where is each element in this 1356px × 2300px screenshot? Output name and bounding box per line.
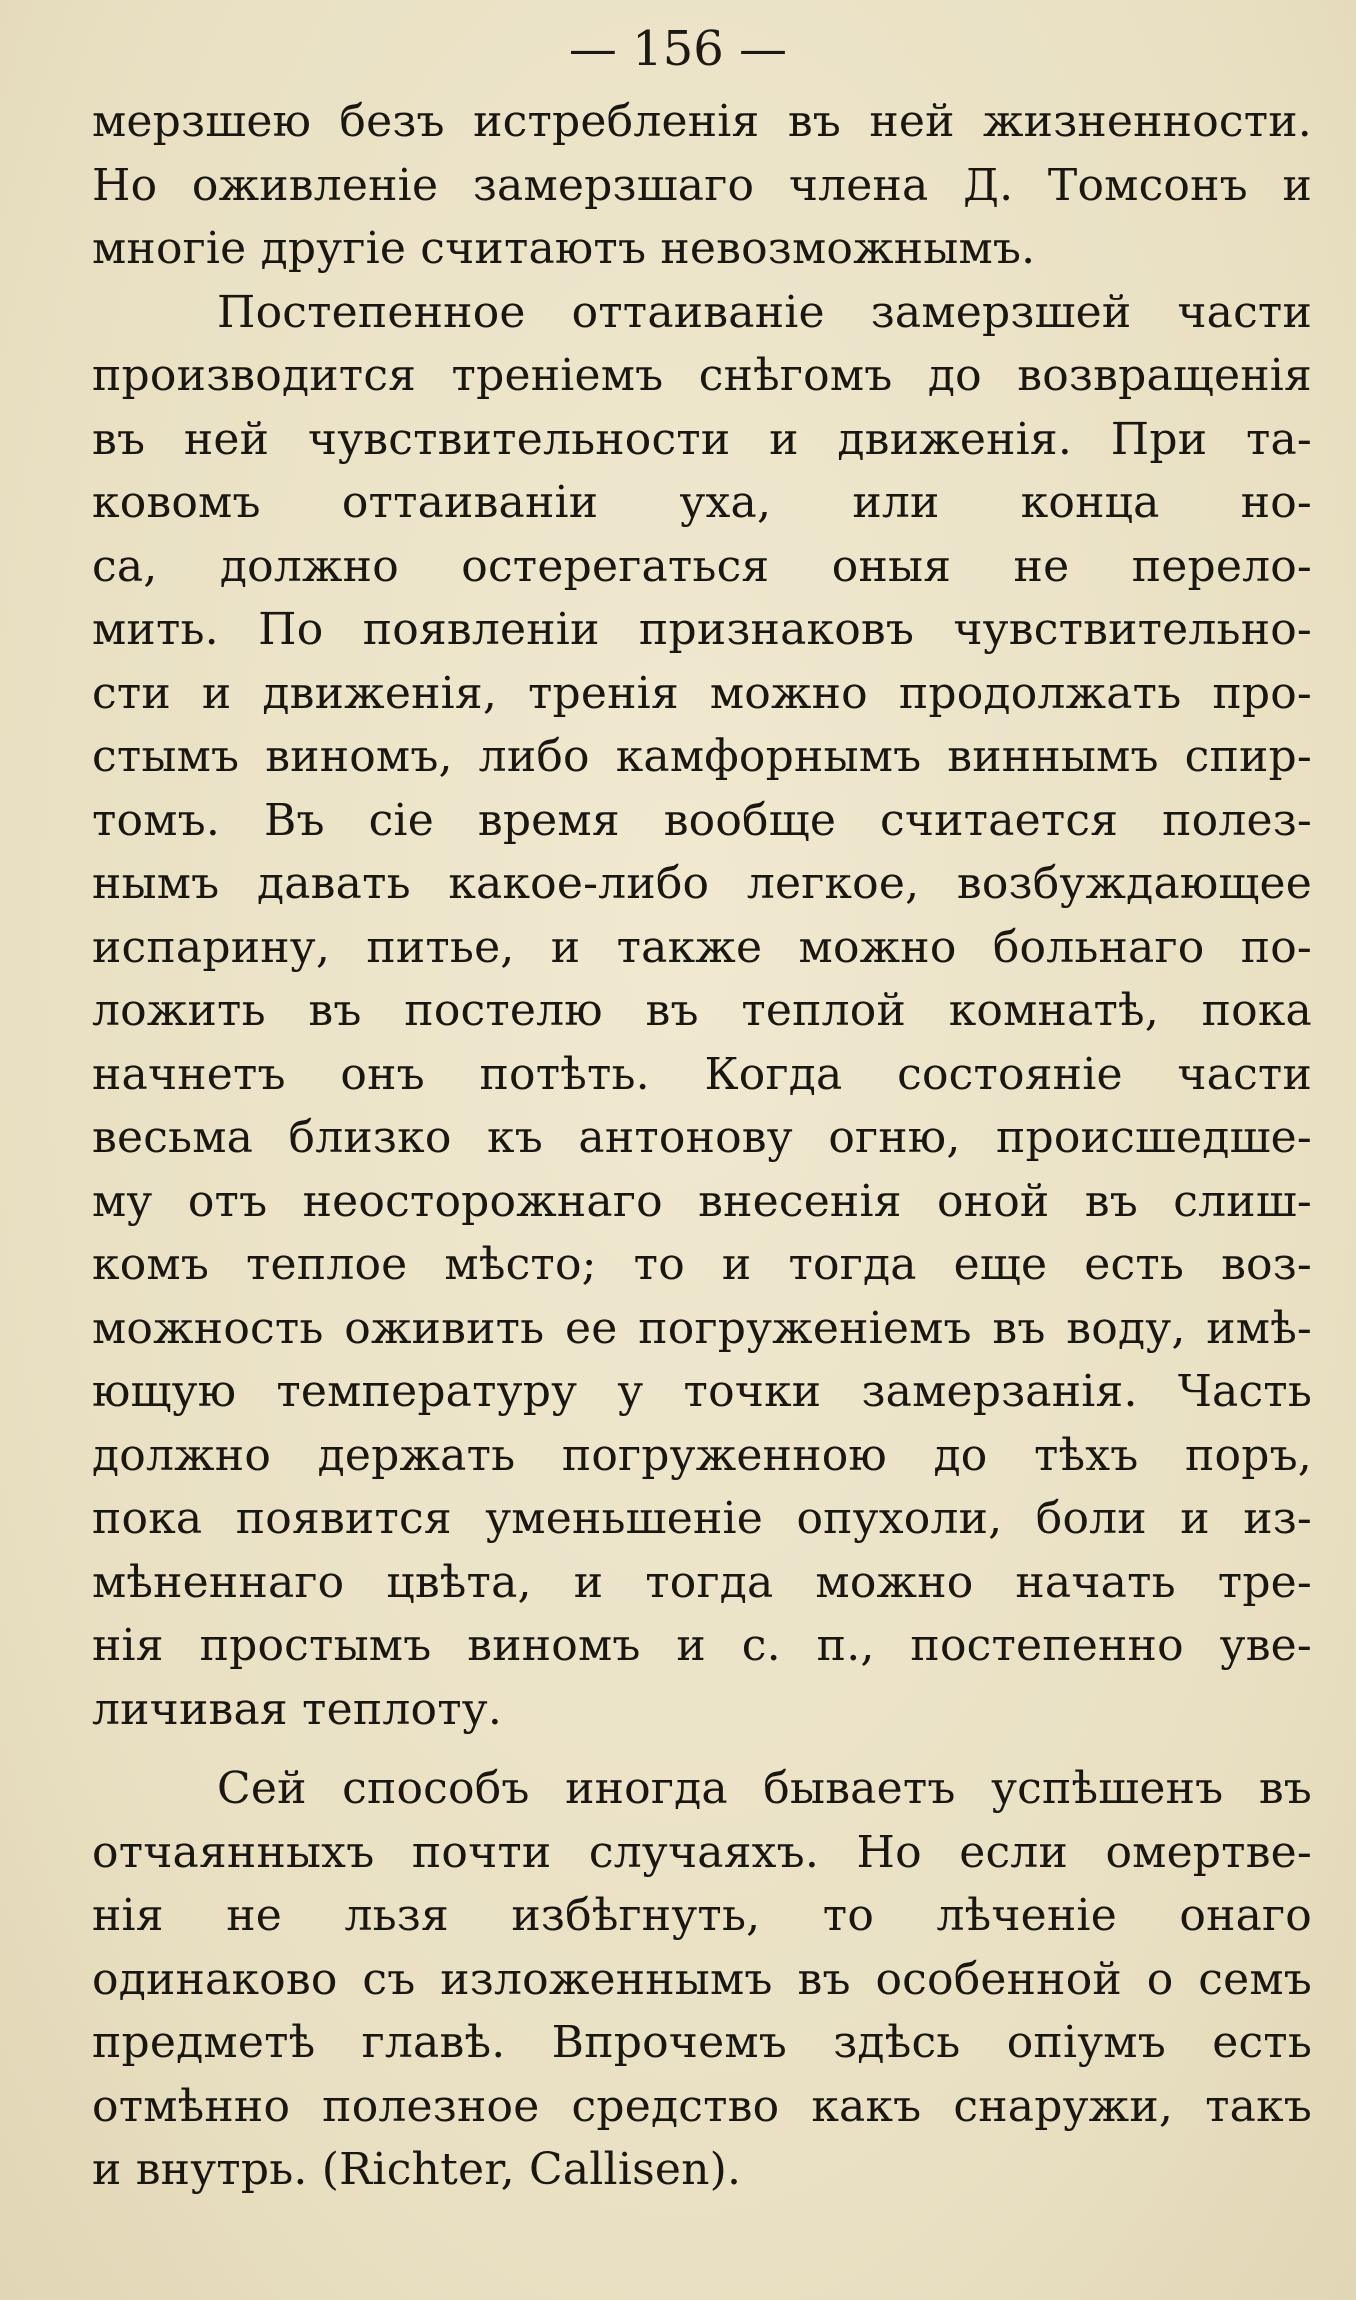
text-line: многіе другіе считаютъ невозможнымъ. [92,223,1036,274]
text-line: предметѣ главѣ. Впрочемъ здѣсь опіумъ есть [92,2017,1312,2068]
text-line: стымъ виномъ, либо камфорнымъ виннымъ спир- [92,731,1312,782]
text-line: пока появится уменьшеніе опухоли, боли и из- [92,1493,1312,1544]
text-line: комъ теплое мѣсто; то и тогда еще есть воз- [92,1239,1312,1290]
text-line: нія не льзя избѣгнуть, то лѣченіе онаго [92,1890,1312,1941]
text-line: Сей способъ иногда бываетъ успѣшенъ въ [217,1763,1312,1814]
paragraph-gap [92,1741,1312,1757]
text-line: ющую температуру у точки замерзанія. Часть [92,1366,1312,1417]
text-line: нымъ давать какое-либо легкое, возбуждающее [92,858,1312,909]
text-line: томъ. Въ сіе время вообще считается полез- [92,794,1312,846]
text-line: му отъ неосторожнаго внесенія оной въ слиш- [92,1175,1312,1227]
text-line: мить. По появленіи признаковъ чувствительно- [92,604,1312,655]
text-line: въ ней чувствительности и движенія. При та- [92,413,1312,465]
paragraph-1 [92,90,1312,281]
text-line: начнетъ онъ потѣть. Когда состояніе части [92,1048,1312,1100]
text-line: можность оживить ее погруженіемъ въ воду, имѣ- [92,1302,1312,1354]
text-line: нія простымъ виномъ и с. п., постепенно уве- [92,1620,1312,1671]
text-line: одинаково съ изложеннымъ въ особенной о семъ [92,1953,1312,2005]
text-line: Но оживленіе замерзшаго члена Д. Томсонъ и [92,159,1312,211]
text-line: испарину, питье, и также можно больнаго по- [92,921,1312,973]
text-line: отчаянныхъ почти случаяхъ. Но если омертве- [92,1826,1312,1878]
text-line: отмѣнно полезное средство какъ снаружи, такъ [92,2080,1312,2132]
text-line: и внутрь. (Richter, Callisen). [92,2144,742,2195]
body-text [92,90,1312,2202]
text-line: весьма близко къ антонову огню, происшедше- [92,1112,1312,1163]
paragraph-2 [92,281,1312,1742]
paragraph-3 [92,1757,1312,2202]
page-number: — 156 — [568,21,788,77]
text-line: ковомъ оттаиваніи уха, или конца но- [92,477,1312,528]
text-line: Постепенное оттаиваніе замерзшей части [217,286,1312,338]
text-line: мерзшею безъ истребленія въ ней жизненности. [92,96,1312,147]
text-line: производится треніемъ снѣгомъ до возвращенія [92,350,1312,401]
text-line: са, должно остерегаться оныя не перело- [92,540,1312,592]
text-line: мѣненнаго цвѣта, и тогда можно начать тре- [92,1556,1312,1608]
text-line: личивая теплоту. [92,1683,503,1735]
text-line: должно держать погруженною до тѣхъ поръ, [92,1429,1312,1481]
text-line: ложить въ постелю въ теплой комнатѣ, пока [92,985,1312,1036]
text-line: сти и движенія, тренія можно продолжать про- [92,667,1312,719]
